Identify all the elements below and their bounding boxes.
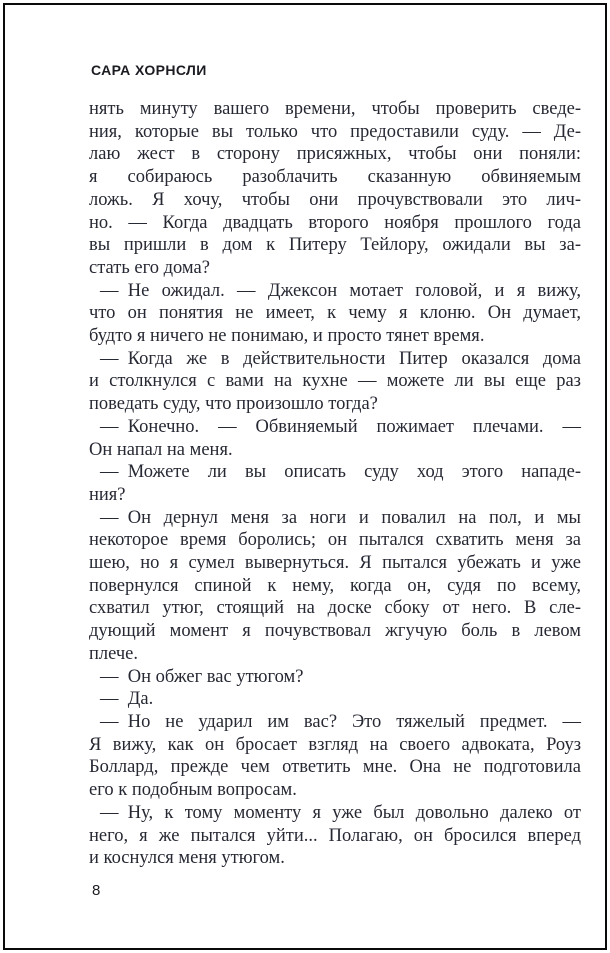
text-line: ния? — [89, 484, 126, 505]
text-line: повернулся спиной к нему, когда он, судя по всему, — [89, 575, 581, 596]
text-line: схватил утюг, стоящий на доске сбоку от него. В сле- — [89, 598, 581, 619]
text-line: — Можете ли вы описать суду ход этого нападе- — [100, 462, 581, 483]
text-line: нять минуту вашего времени, чтобы проверить сведе- — [89, 99, 581, 119]
text-line: стать его дома? — [89, 257, 210, 278]
text-line: и коснулся меня утюгом. — [89, 848, 285, 869]
text-line: некоторое время боролись; он пытался схватить меня за — [89, 530, 581, 551]
dialogue-paragraph — [89, 666, 581, 689]
text-line: него, я же пытался уйти... Полагаю, он бросился вперед — [89, 825, 581, 846]
text-line: Он напал на меня. — [89, 439, 233, 460]
text-line: — Ну, к тому моменту я уже был довольно далеко от — [100, 802, 581, 823]
text-line: лаю жест в сторону присяжных, чтобы они поняли: — [89, 144, 581, 165]
page-number: 8 — [92, 882, 101, 899]
text-line: — Когда же в действительности Питер оказался дома — [100, 348, 581, 369]
text-line: я собираюсь разоблачить сказанную обвиняемым — [89, 167, 581, 188]
text-line: но. — Когда двадцать второго ноября прошлого года — [89, 212, 581, 233]
text-line: поведать суду, что произошло тогда? — [89, 394, 378, 415]
text-line: — Но не ударил им вас? Это тяжелый предмет. — — [100, 711, 581, 732]
page-border — [3, 3, 607, 950]
text-line: плече. — [89, 643, 139, 664]
text-line: — Конечно. — Обвиняемый пожимает плечами. — — [100, 416, 581, 437]
text-line: ния, которые вы только что предоставили суду. — Де- — [89, 121, 581, 142]
paragraph — [89, 98, 581, 280]
text-line: ложь. Я хочу, чтобы они прочувствовали это лич- — [89, 189, 581, 210]
text-line: вы пришли в дом к Питеру Тейлору, ожидали вы за- — [89, 235, 581, 256]
text-line: и столкнулся с вами на кухне — можете ли вы еще раз — [89, 371, 581, 392]
text-line: его к подобным вопросам. — [89, 780, 297, 801]
text-line: Боллард, прежде чем ответить мне. Она не подготовила — [89, 757, 581, 778]
text-line: — Он обжег вас утюгом? — [100, 666, 304, 687]
dialogue-paragraph — [89, 802, 581, 870]
dialogue-paragraph — [89, 507, 581, 666]
text-line: Я вижу, как он бросает взгляд на своего адвоката, Роуз — [89, 734, 581, 755]
text-line: — Он дернул меня за ноги и повалил на пол, и мы — [100, 507, 581, 528]
dialogue-paragraph — [89, 461, 581, 506]
dialogue-paragraph — [89, 416, 581, 461]
text-line: шею, но я сумел вывернуться. Я пытался убежать и уже — [89, 553, 581, 574]
dialogue-paragraph — [89, 348, 581, 416]
dialogue-paragraph — [89, 688, 581, 711]
dialogue-paragraph — [89, 280, 581, 348]
text-line: — Не ожидал. — Джексон мотает головой, и я вижу, — [100, 280, 581, 301]
text-line: — Да. — [100, 689, 154, 710]
text-line: будто я ничего не понимаю, и просто тянет время. — [89, 326, 485, 347]
dialogue-paragraph — [89, 711, 581, 802]
text-line: что он понятия не имеет, к чему я клоню. Он думает, — [89, 303, 581, 324]
page-text — [89, 98, 581, 870]
text-line: дующий момент я почувствовал жгучую боль в левом — [89, 621, 581, 642]
running-header: САРА ХОРНСЛИ — [91, 62, 207, 78]
